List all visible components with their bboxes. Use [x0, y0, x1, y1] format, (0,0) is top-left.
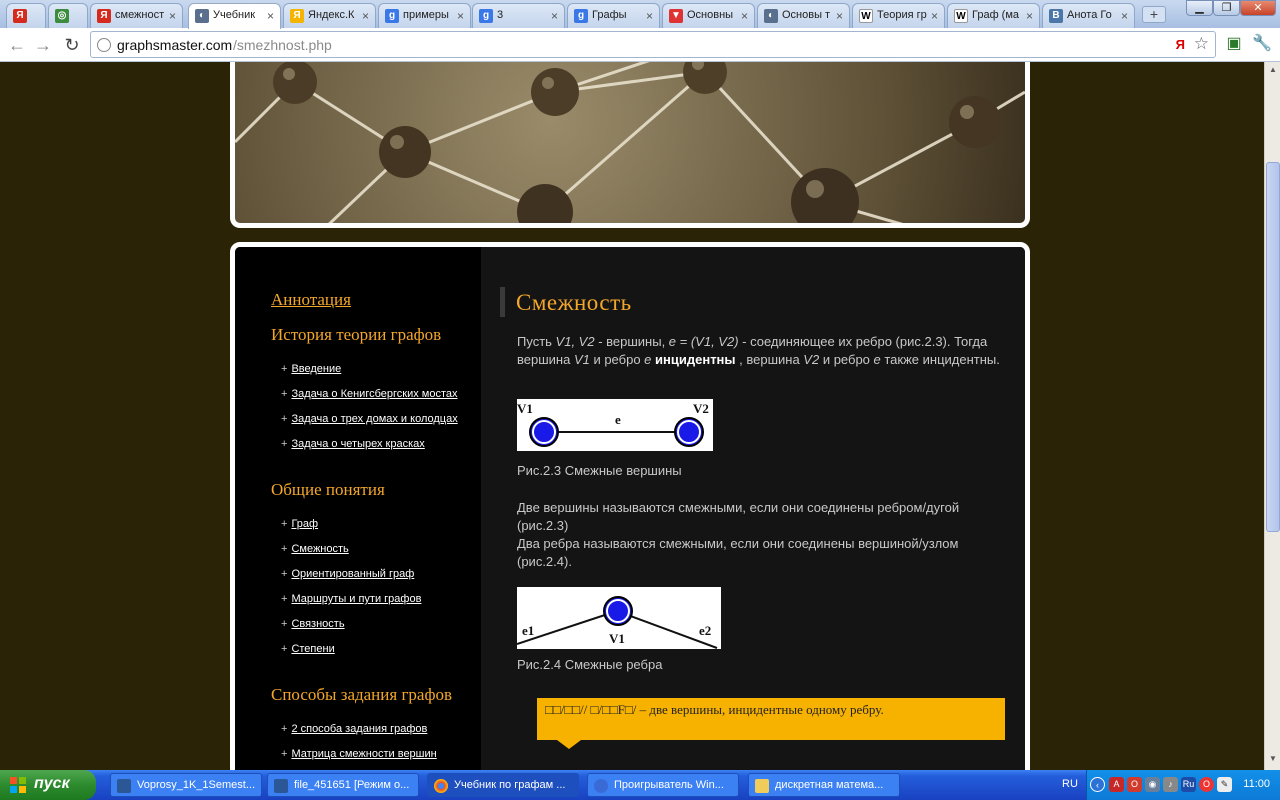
tab-0[interactable] [6, 3, 46, 28]
tab-close-icon[interactable]: × [361, 9, 369, 23]
media-player-icon [594, 779, 608, 793]
reload-icon[interactable]: ↻ [64, 35, 80, 55]
tab-close-icon[interactable]: × [1025, 9, 1033, 23]
tab-title: Учебник [213, 9, 256, 21]
extension-icon[interactable]: ▣ [1226, 35, 1242, 52]
page-scrollbar[interactable] [1264, 62, 1280, 770]
scroll-thumb[interactable] [1266, 162, 1280, 532]
fig1-v1-label: V1 [517, 401, 533, 416]
google-icon: g [574, 9, 588, 23]
keyboard-layout-icon[interactable]: Ru [1181, 777, 1196, 792]
tab-title: Граф (ма [972, 9, 1020, 21]
paragraph-incidence: Пусть V1, V2 - вершины, e = (V1, V2) - соединяющее их ребро (рис.2.3). Тогда вершина V1 и ребро e инцидентны , вершина V2 и ребро e также инцидентны. [517, 334, 1000, 367]
yandex-icon[interactable]: Я [1175, 37, 1185, 52]
sidebar-section-title: История теории графов [271, 325, 442, 344]
mail-icon: ◎ [55, 9, 69, 23]
tab-4[interactable] [283, 3, 376, 28]
forward-icon[interactable]: → [34, 35, 52, 55]
sidebar-item-adjacency-matrix[interactable]: + Матрица смежности вершин [281, 748, 437, 760]
globe-icon: ◐ [195, 9, 209, 23]
sidebar-item-four-colors[interactable]: + Задача о четырех красках [281, 438, 425, 450]
content-panel [230, 242, 1030, 770]
figure-adjacent-vertices [517, 399, 713, 451]
tray-expand-icon[interactable]: ‹ [1090, 777, 1105, 792]
fig2-e1-label: e1 [522, 623, 535, 638]
volume-icon[interactable]: ♪ [1163, 777, 1178, 792]
tab-title: Основны [687, 9, 734, 21]
fig1-v2-label: V2 [693, 401, 709, 416]
sidebar-item-three-houses[interactable]: + Задача о трех домах и колодцах [281, 413, 458, 425]
tab-close-icon[interactable]: × [168, 9, 176, 23]
new-tab-button[interactable]: + [1142, 6, 1166, 23]
word-icon [117, 779, 131, 793]
yandex-icon: Я [97, 9, 111, 23]
acrobat-icon[interactable]: A [1109, 777, 1124, 792]
tab-close-icon[interactable]: × [550, 9, 558, 23]
page-title: Смежность [516, 290, 632, 315]
tray-misc-icon[interactable]: ✎ [1217, 777, 1232, 792]
google-icon: g [385, 9, 399, 23]
page-viewport [0, 62, 1264, 770]
word-icon [274, 779, 288, 793]
tab-title: Анота Го [1067, 9, 1112, 21]
sidebar-item-two-ways[interactable]: + 2 способа задания графов [281, 723, 428, 735]
tab-7[interactable] [567, 3, 660, 28]
tab-close-icon[interactable]: × [266, 9, 274, 23]
taskbar-item-word-2[interactable]: file_451651 [Режим о... [267, 773, 419, 797]
sidebar-section-title: Общие понятия [271, 480, 385, 499]
windows-flag-icon [9, 776, 27, 794]
tab-title: Теория гр [877, 9, 927, 21]
globe-icon: ◐ [764, 9, 778, 23]
antivirus-icon[interactable]: O [1127, 777, 1142, 792]
opera-icon[interactable]: O [1199, 777, 1214, 792]
tab-10[interactable] [852, 3, 945, 28]
paragraph-adjacent-edges: Два ребра называются смежными, если они соединены вершиной/узлом (рис.2.4). [517, 536, 959, 569]
minimize-button[interactable]: ▁ [1186, 0, 1213, 16]
main-content [481, 247, 1030, 770]
network-spheres-image [235, 62, 1025, 228]
tab-title: примеры [403, 9, 449, 21]
tab-close-icon[interactable]: × [835, 9, 843, 23]
tab-2[interactable] [90, 3, 183, 28]
taskbar-item-folder[interactable]: дискретная матема... [748, 773, 900, 797]
language-indicator[interactable]: RU [1062, 778, 1078, 790]
sidebar-section-title: Способы задания графов [271, 685, 453, 704]
taskbar-item-media-player[interactable]: Проигрыватель Win... [587, 773, 739, 797]
fig1-edge-label: e [615, 412, 621, 427]
sidebar [235, 247, 481, 770]
header-banner [230, 62, 1030, 228]
sidebar-item-connectivity[interactable]: + Связность [281, 618, 345, 630]
globe-icon [97, 38, 111, 52]
scroll-up-icon[interactable]: ▲ [1269, 65, 1277, 74]
tab-close-icon[interactable]: × [1120, 9, 1128, 23]
tab-title: Графы [592, 9, 627, 21]
tab-3[interactable] [188, 3, 281, 29]
back-icon[interactable]: ← [8, 35, 26, 55]
tab-1[interactable] [48, 3, 88, 28]
yandex-maps-icon: Я [290, 9, 304, 23]
tab-title: Яндекс.К [308, 9, 355, 21]
caption-fig-2-4: Рис.2.4 Смежные ребра [517, 657, 663, 672]
tab-title: 3 [497, 9, 504, 21]
tab-close-icon[interactable]: × [456, 9, 464, 23]
sidebar-item-adjacency[interactable]: + Смежность [281, 543, 349, 555]
figure-adjacent-edges [517, 587, 721, 649]
title-accent [500, 287, 505, 317]
browser-toolbar [0, 28, 1280, 62]
sidebar-annotation-link[interactable]: Аннотация [271, 290, 351, 309]
fig2-e2-label: e2 [699, 623, 712, 638]
network-icon[interactable]: ◉ [1145, 777, 1160, 792]
scroll-down-icon[interactable]: ▼ [1269, 754, 1277, 763]
tab-11[interactable] [947, 3, 1040, 28]
clock: 11:00 [1243, 778, 1270, 790]
sidebar-item-routes[interactable]: + Маршруты и пути графов [281, 593, 422, 605]
close-window-button[interactable]: ✕ [1240, 0, 1276, 16]
definition-tooltip: □□/□□// □/□□F□/ – две вершины, инцидентные одному ребру. [537, 698, 1005, 740]
tab-close-icon[interactable]: × [645, 9, 653, 23]
folder-icon [755, 779, 769, 793]
address-bar[interactable] [90, 31, 1216, 58]
sidebar-item-directed-graph[interactable]: + Ориентированный граф [281, 568, 415, 580]
wikipedia-icon: W [859, 9, 873, 23]
tab-5[interactable] [378, 3, 471, 28]
tab-close-icon[interactable]: × [930, 9, 938, 23]
url-path: /smezhnost.php [233, 37, 332, 53]
yandex-icon: Я [13, 9, 27, 23]
url-host: graphsmaster.com [117, 37, 233, 53]
paragraph-adjacent-vertices: Две вершины называются смежными, если они соединены ребром/дугой (рис.2.3) [517, 500, 960, 533]
tab-12[interactable] [1042, 3, 1135, 28]
start-label: пуск [34, 775, 70, 792]
sidebar-item-graph[interactable]: + Граф [281, 518, 319, 530]
caption-fig-2-3: Рис.2.3 Смежные вершины [517, 463, 682, 478]
wrench-icon[interactable]: 🔧 [1252, 35, 1272, 52]
system-tray [1086, 770, 1280, 800]
tab-8[interactable] [662, 3, 755, 28]
bookmark-star-icon[interactable]: ☆ [1193, 34, 1209, 53]
tab-title: Основы т [782, 9, 831, 21]
fig2-v1-label: V1 [609, 631, 625, 646]
tab-strip [0, 0, 1280, 28]
vk-icon: B [1049, 9, 1063, 23]
tab-9[interactable] [757, 3, 850, 28]
maximize-button[interactable]: ❐ [1213, 0, 1240, 16]
taskbar-item-chrome[interactable]: Учебник по графам ... [427, 773, 579, 797]
tab-close-icon[interactable]: × [740, 9, 748, 23]
sidebar-item-degrees[interactable]: + Степени [281, 643, 335, 655]
tab-6[interactable] [472, 3, 565, 28]
wikipedia-icon: W [954, 9, 968, 23]
sidebar-item-intro[interactable]: + Введение [281, 363, 342, 375]
taskbar [0, 770, 1280, 800]
taskbar-item-word[interactable]: Voprosy_1K_1Semest... [110, 773, 262, 797]
google-icon: g [479, 9, 493, 23]
tab-title: смежност [115, 9, 165, 21]
download-icon: ▼ [669, 9, 683, 23]
start-button[interactable] [0, 770, 96, 800]
chrome-icon [434, 779, 448, 793]
tooltip-pointer [557, 740, 581, 749]
sidebar-item-konigsberg[interactable]: + Задача о Кенигсбергских мостах [281, 388, 458, 400]
